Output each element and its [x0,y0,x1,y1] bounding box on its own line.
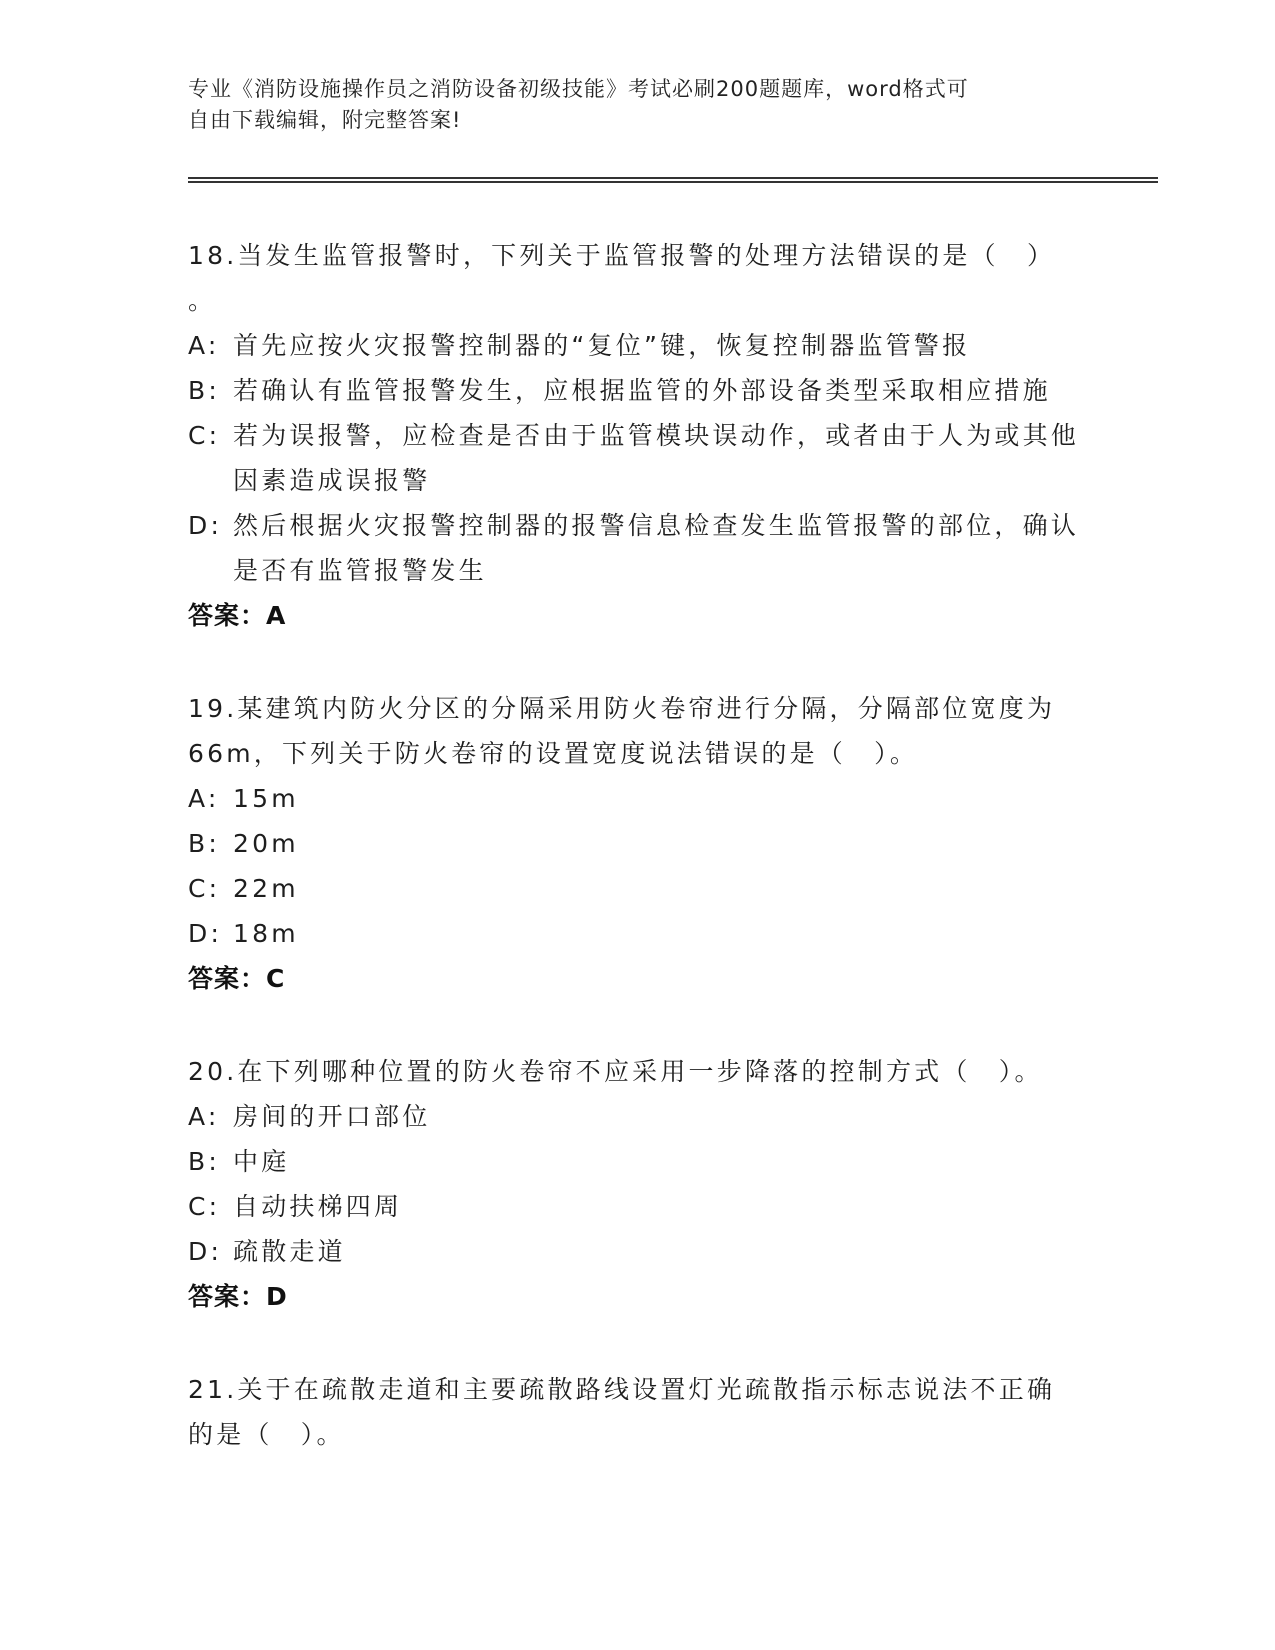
question-spacer [188,1001,1088,1049]
option-text: 自动扶梯四周 [233,1192,403,1221]
header-line-1: 专业《消防设施操作员之消防设备初级技能》考试必刷200题题库，word格式可 [188,77,969,101]
question-stem: 18.当发生监管报警时，下列关于监管报警的处理方法错误的是（ ） [188,241,1056,270]
question-21 [188,1367,1088,1457]
question-18 [188,233,1088,638]
option-letter: D: [188,1237,223,1266]
question-stem-continued: 。 [188,286,217,315]
header-line-2: 自由下载编辑，附完整答案! [188,108,462,132]
question-spacer [188,1319,1088,1367]
option-b [188,368,1088,413]
option-d [188,1229,1088,1274]
option-text: 15m [233,784,299,813]
option-c [188,866,1088,911]
question-stem: 19.某建筑内防火分区的分隔采用防火卷帘进行分隔，分隔部位宽度为 [188,694,1056,723]
option-text: 若为误报警，应检查是否由于监管模块误动作，或者由于人为或其他因素造成误报警 [233,421,1080,495]
rule-line-bottom [188,181,1158,183]
option-letter: A: [188,1102,220,1131]
option-text: 若确认有监管报警发生，应根据监管的外部设备类型采取相应措施 [233,376,1051,405]
question-stem: 20.在下列哪种位置的防火卷帘不应采用一步降落的控制方式（ ）。 [188,1057,1043,1086]
question-stem-continued: 的是（ ）。 [188,1420,345,1449]
option-letter: C: [188,421,221,450]
option-text: 房间的开口部位 [233,1102,431,1131]
option-letter: B: [188,829,220,858]
option-b [188,1139,1088,1184]
header-double-rule [188,177,1158,183]
answer-label: 答案：D [188,1282,288,1311]
option-letter: B: [188,1147,220,1176]
question-19 [188,686,1088,1001]
option-letter: B: [188,376,220,405]
option-letter: C: [188,874,221,903]
document-header [188,74,1068,136]
option-text: 18m [233,919,299,948]
option-text: 疏散走道 [233,1237,346,1266]
option-letter: D: [188,511,223,540]
question-20 [188,1049,1088,1319]
option-text: 中庭 [233,1147,290,1176]
option-letter: A: [188,331,220,360]
option-text: 然后根据火灾报警控制器的报警信息检查发生监管报警的部位，确认是否有监管报警发生 [233,511,1080,585]
option-b [188,821,1088,866]
option-a [188,1094,1088,1139]
question-stem: 21.关于在疏散走道和主要疏散路线设置灯光疏散指示标志说法不正确 [188,1375,1056,1404]
question-spacer [188,638,1088,686]
option-text: 首先应按火灾报警控制器的“复位”键，恢复控制器监管警报 [233,331,971,360]
option-letter: D: [188,919,223,948]
option-c [188,413,1088,503]
answer-label: 答案：C [188,964,286,993]
option-d [188,911,1088,956]
rule-line-top [188,177,1158,179]
option-c [188,1184,1088,1229]
answer-label: 答案：A [188,601,287,630]
option-a [188,323,1088,368]
option-a [188,776,1088,821]
option-letter: A: [188,784,220,813]
option-letter: C: [188,1192,221,1221]
option-text: 22m [233,874,299,903]
question-stem-continued: 66m，下列关于防火卷帘的设置宽度说法错误的是（ ）。 [188,739,919,768]
question-list [188,233,1088,1457]
option-text: 20m [233,829,299,858]
option-d [188,503,1088,593]
